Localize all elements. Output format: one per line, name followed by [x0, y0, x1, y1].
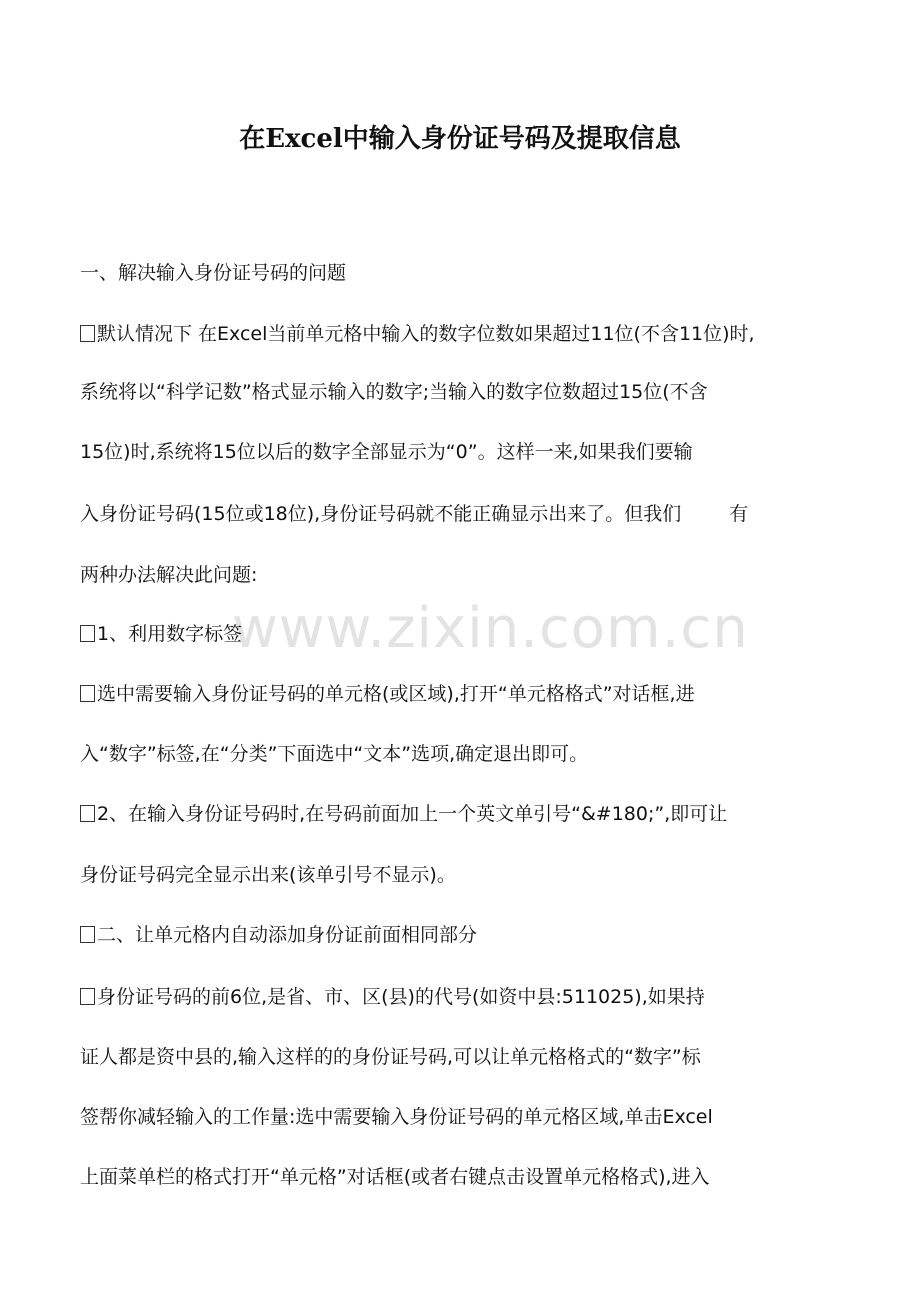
line-text: 默认情况下 在Excel当前单元格中输入的数字位数如果超过11位(不含11位)时, [97, 323, 755, 345]
paragraph-line [80, 682, 695, 706]
paragraph-line [80, 502, 748, 526]
line-text: 15位)时,系统将15位以后的数字全部显示为“0”。这样一来,如果我们要输 [80, 441, 693, 463]
paragraph-line [80, 1105, 713, 1129]
placeholder-box-icon [80, 926, 95, 943]
paragraph-line [80, 742, 588, 766]
line-text: 选中需要输入身份证号码的单元格(或区域),打开“单元格格式”对话框,进 [97, 683, 695, 705]
line-text: 系统将以“科学记数”格式显示输入的数字;当输入的数字位数超过15位(不含 [80, 381, 708, 403]
placeholder-box-icon [80, 685, 95, 702]
paragraph-line [80, 440, 693, 464]
line-text: 身份证号码完全显示出来(该单引号不显示)。 [80, 864, 456, 886]
line-text: 2、在输入身份证号码时,在号码前面加上一个英文单引号“&#180;”,即可让 [97, 803, 728, 825]
line-text: 一、解决输入身份证号码的问题 [80, 262, 347, 284]
paragraph-line [80, 380, 708, 404]
line-text: 入身份证号码(15位或18位),身份证号码就不能正确显示出来了。但我们 [80, 503, 682, 525]
paragraph-line [80, 261, 346, 285]
watermark: www.zixin.com.cn [232, 596, 749, 661]
line-tail-text: 有 [729, 503, 749, 525]
line-text: 入“数字”标签,在“分类”下面选中“文本”选项,确定退出即可。 [80, 743, 589, 765]
line-text: 签帮你减轻输入的工作量:选中需要输入身份证号码的单元格区域,单击Excel [80, 1106, 713, 1128]
placeholder-box-icon [80, 625, 95, 642]
line-text: 两种办法解决此问题: [80, 564, 258, 586]
paragraph-line [80, 802, 727, 826]
line-text: 身份证号码的前6位,是省、市、区(县)的代号(如资中县:511025),如果持 [97, 986, 705, 1008]
paragraph-line [80, 985, 705, 1009]
placeholder-box-icon [80, 325, 95, 342]
paragraph-line [80, 863, 456, 887]
line-text: 1、利用数字标签 [97, 623, 243, 645]
paragraph-line [80, 923, 477, 947]
placeholder-box-icon [80, 805, 95, 822]
paragraph-line [80, 563, 257, 587]
paragraph-line [80, 1045, 701, 1069]
paragraph-line [80, 1165, 710, 1189]
line-text: 上面菜单栏的格式打开“单元格”对话框(或者右键点击设置单元格格式),进入 [80, 1166, 710, 1188]
document-title: 在Excel中输入身份证号码及提取信息 [239, 124, 681, 154]
line-text: 二、让单元格内自动添加身份证前面相同部分 [97, 924, 478, 946]
placeholder-box-icon [80, 988, 95, 1005]
paragraph-line [80, 322, 755, 346]
line-text: 证人都是资中县的,输入这样的的身份证号码,可以让单元格格式的“数字”标 [80, 1046, 701, 1068]
paragraph-line [80, 622, 242, 646]
